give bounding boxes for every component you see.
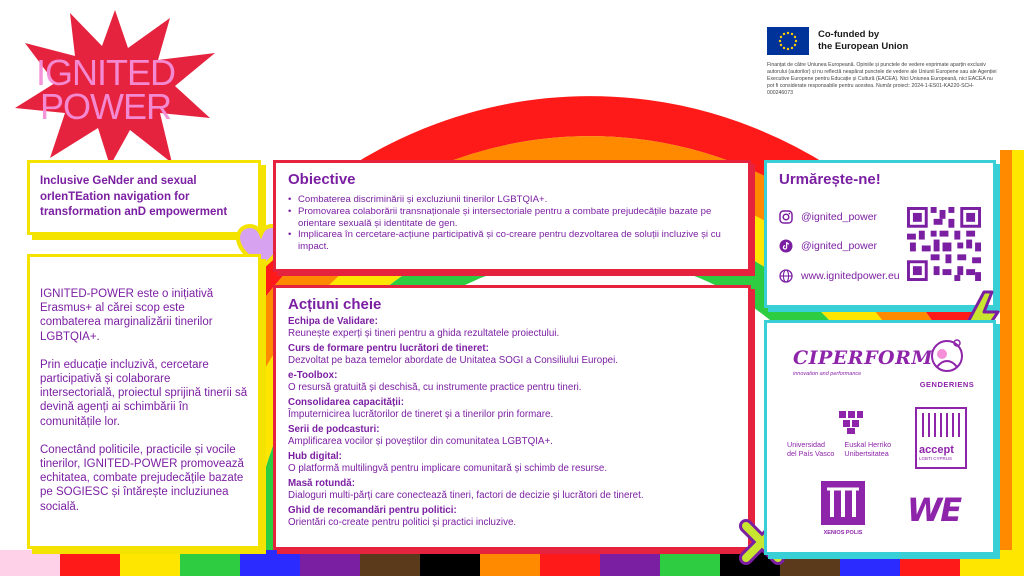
action-item bbox=[288, 370, 736, 394]
tiktok-link[interactable] bbox=[779, 239, 877, 253]
ciperform-tagline: innovation and performance bbox=[793, 371, 862, 377]
follow-us-panel bbox=[764, 160, 996, 308]
key-actions-panel bbox=[273, 285, 751, 550]
xenios-polis-emblem-icon bbox=[821, 481, 865, 525]
objectives-list bbox=[288, 194, 736, 253]
about-paragraph-1: IGNITED-POWER este o inițiativă Erasmus+ al cărei scop este combaterea marginalizării tinerilor LGBTQIA+. bbox=[40, 288, 214, 343]
action-name: Consolidarea capacității: bbox=[288, 397, 404, 408]
action-item bbox=[288, 478, 736, 502]
action-name: Masă rotundă: bbox=[288, 478, 355, 489]
instagram-handle: @ignited_power bbox=[801, 211, 878, 223]
action-description: O resursă gratuită și deschisă, cu instrumente practice pentru tineri. bbox=[288, 382, 582, 393]
we-name: WE bbox=[907, 491, 961, 529]
xenios-polis-name: XENIOS POLIS bbox=[823, 530, 863, 536]
objective-item: • Promovarea colaborării transnaționale și intersectoriale pentru a combate prejudecățile bazate pe orientare sexuală și identitate de gen. bbox=[288, 206, 736, 230]
action-description: Reunește experți și tineri pentru a ghida rezultatele proiectului. bbox=[288, 328, 560, 339]
tagline-panel bbox=[27, 160, 261, 235]
logo-title-line1: IGNITED bbox=[36, 52, 176, 93]
globe-icon bbox=[779, 269, 793, 283]
action-description: Dezvoltat pe baza temelor abordate de Unitatea SOGI a Consiliului Europei. bbox=[288, 355, 619, 366]
about-paragraph-3: Conectând politicile, practicile și vocile tinerilor, IGNITED-POWER promovează echitatea, combate prejudecățile bazate pe SOGIESC și întărește incluziunea socială. bbox=[40, 443, 244, 513]
eu-cofunded-title bbox=[818, 29, 908, 53]
action-name: Echipa de Validare: bbox=[288, 316, 378, 327]
objectives-panel bbox=[273, 160, 751, 272]
action-name: Ghid de recomandări pentru politici: bbox=[288, 505, 457, 516]
partner-logo-genderiens bbox=[917, 337, 977, 389]
action-item bbox=[288, 505, 736, 529]
objective-item: • Combaterea discriminării și excluziunii tinerilor LGBTQIA+. bbox=[288, 194, 736, 206]
action-description: Împuternicirea lucrătorilor de tineret și a tinerilor prin formare. bbox=[288, 409, 554, 420]
partner-logo-upv bbox=[787, 409, 927, 458]
partner-logo-xenios-polis bbox=[819, 481, 867, 536]
action-name: Curs de formare pentru lucrători de tineret: bbox=[288, 343, 489, 354]
website-url: www.ignitedpower.eu bbox=[801, 270, 900, 282]
genderiens-name: GENDERIENS bbox=[919, 380, 975, 389]
instagram-icon bbox=[779, 210, 793, 224]
qr-code-icon[interactable] bbox=[907, 207, 981, 281]
action-description: O platformă multilingvă pentru implicare comunitară și schimb de resurse. bbox=[288, 463, 608, 474]
action-name: Hub digital: bbox=[288, 451, 342, 462]
action-item bbox=[288, 451, 736, 475]
tagline-text: Inclusive GeNder and sexual orIenTEation navigation for transformation anD empowerment bbox=[40, 175, 228, 218]
about-panel bbox=[27, 254, 261, 549]
partner-logo-ciperform bbox=[793, 347, 933, 377]
upv-line-4: Unibertsitatea bbox=[844, 449, 889, 458]
logo-title-line2: POWER bbox=[40, 86, 172, 127]
website-link[interactable] bbox=[779, 269, 900, 283]
action-description: Dialoguri multi-părți care conectează tineri, factori de decizie și lucrători de tineret. bbox=[288, 490, 644, 501]
about-paragraph-2: Prin educație incluzivă, cercetare participativă și colaborare intersectorială, proiectul sprijină tinerii să devină agenți ai schimbării în comunitățile lor. bbox=[40, 358, 248, 428]
genderiens-emblem-icon bbox=[925, 337, 969, 375]
objective-item: • Implicarea în cercetare-acțiune participativă și co-creare pentru dezvoltarea de soluții incluzive și cu impact. bbox=[288, 229, 736, 253]
objectives-title: Obiective bbox=[288, 171, 356, 188]
action-description: Amplificarea vocilor și poveștilor din comunitatea LGBTQIA+. bbox=[288, 436, 553, 447]
upv-line-2: del País Vasco bbox=[787, 449, 835, 458]
action-item bbox=[288, 397, 736, 421]
key-actions-title: Acțiuni cheie bbox=[288, 296, 382, 313]
ciperform-name: CIPERFORM bbox=[793, 347, 933, 369]
upv-emblem-icon bbox=[837, 409, 865, 435]
eu-flag-icon bbox=[767, 27, 809, 55]
action-item bbox=[288, 424, 736, 448]
upv-line-1: Universidad bbox=[787, 440, 825, 449]
accept-subtitle: LGBTI CYPRUS bbox=[919, 456, 953, 461]
accept-stripes-icon bbox=[919, 411, 963, 439]
instagram-link[interactable] bbox=[779, 210, 877, 224]
accept-name: accept bbox=[919, 444, 954, 456]
partner-logo-accept bbox=[915, 407, 967, 469]
action-name: e-Toolbox: bbox=[288, 370, 338, 381]
upv-line-3: Euskal Herriko bbox=[844, 440, 892, 449]
eu-title-line1: Co-funded by bbox=[818, 29, 880, 40]
follow-us-title: Urmărește-ne! bbox=[779, 171, 881, 188]
action-description: Orientări co-create pentru politici și practici incluzive. bbox=[288, 517, 517, 528]
action-item bbox=[288, 343, 736, 367]
tiktok-icon bbox=[779, 239, 793, 253]
eu-title-line2: the European Union bbox=[818, 41, 909, 52]
partners-panel bbox=[764, 320, 996, 555]
action-item bbox=[288, 316, 736, 340]
action-name: Serii de podcasturi: bbox=[288, 424, 380, 435]
tiktok-handle: @ignited_power bbox=[801, 240, 878, 252]
eu-disclaimer: Finanțat de către Uniunea Europeană. Opiniile și punctele de vedere exprimate aparțin exclusiv autorului (autorilor) și nu reflectă neapărat punctele de vedere ale Uniunii Europene sau ale Agenției Executive Europene pentru Educație și Cultură (EACEA). Nici Uniunea Europeană, nici EACEA nu pot fi considerate responsabile pentru acestea. Număr proiect: 2024-1-ES01-KA220-SCH-000246073 bbox=[767, 62, 997, 96]
partner-logo-we bbox=[907, 491, 977, 529]
